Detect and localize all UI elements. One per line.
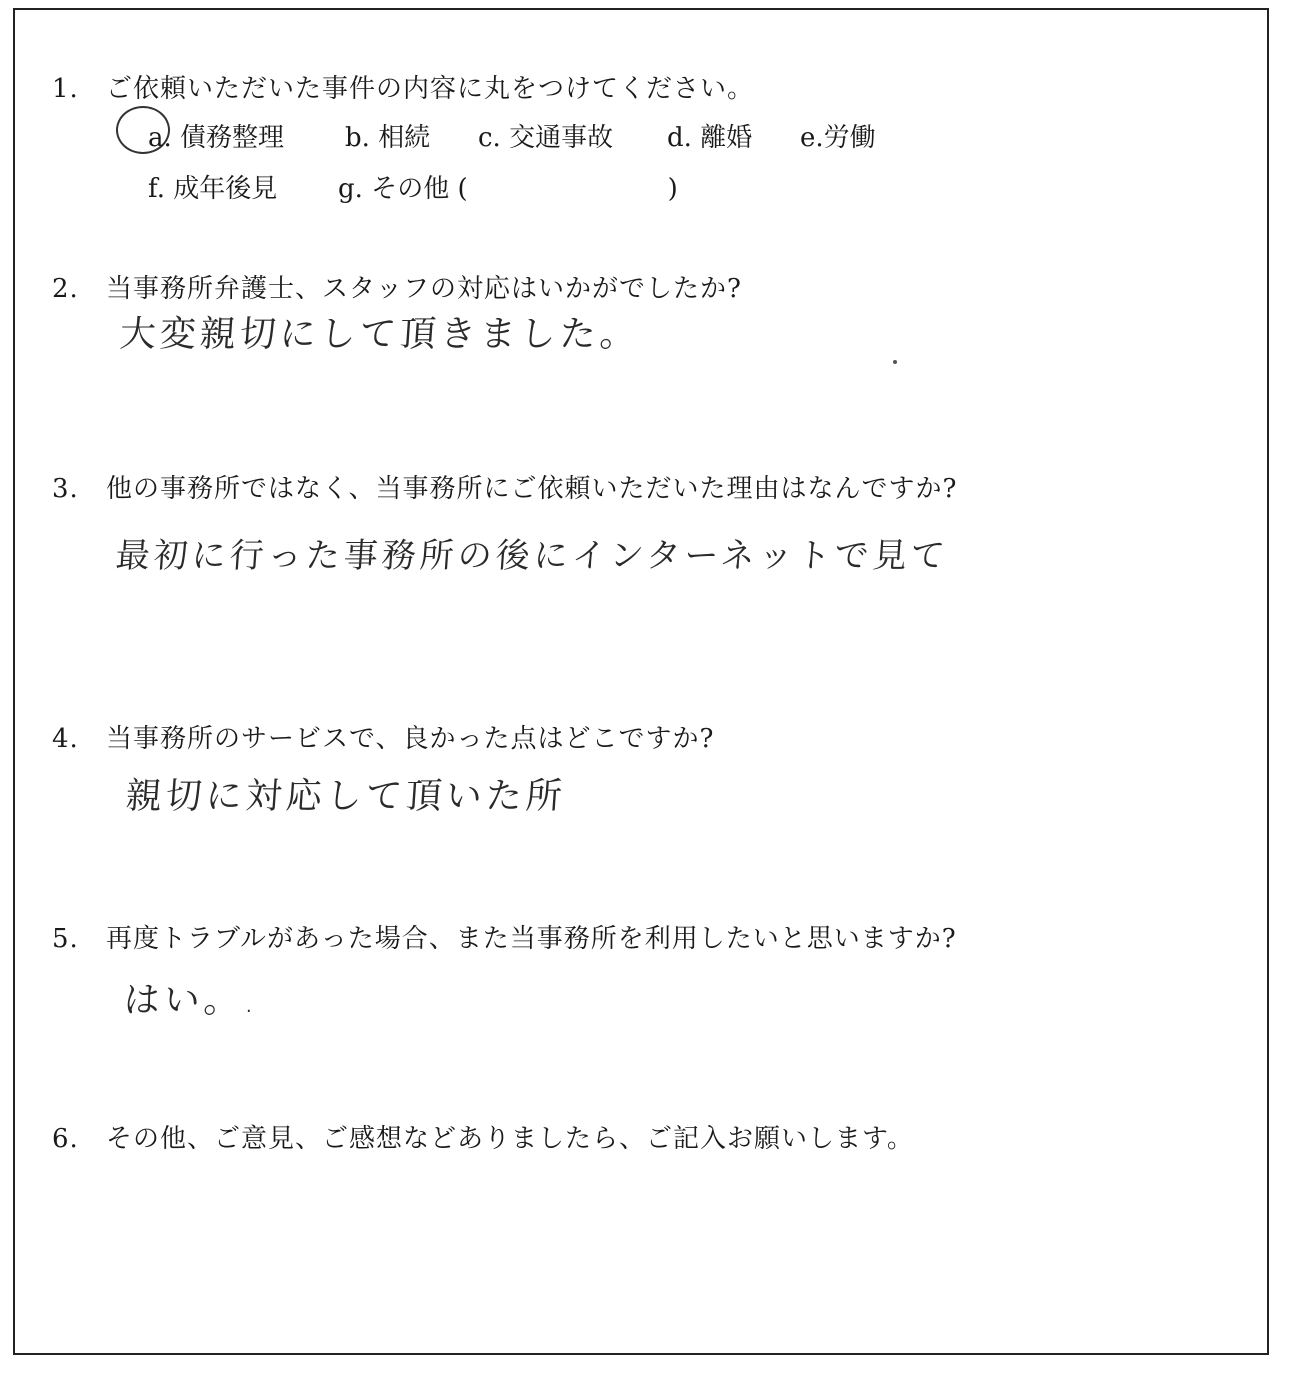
question-5-number: 5. [52,924,79,954]
question-3 [52,468,957,505]
question-2-number: 2. [52,274,79,304]
other-close-paren: ) [667,174,678,204]
question-4-number: 4. [52,724,79,754]
question-1 [52,68,754,105]
option-d[interactable] [667,117,752,154]
option-e[interactable] [800,117,876,154]
question-3-text: 他の事務所ではなく、当事務所にご依頼いただいた理由はなんですか? [106,474,958,504]
option-g-label: その他 [371,174,450,204]
option-g[interactable] [338,168,678,205]
stray-ink-dot [893,360,897,364]
option-d-letter: d. [667,123,692,153]
option-a-letter: a. [148,123,172,153]
question-4-text: 当事務所のサービスで、良かった点はどこですか? [106,724,715,754]
answer-3-handwriting: 最初に行った事務所の後にインターネットで見て [114,536,951,576]
option-f-letter: f. [148,174,165,204]
answer-5-handwriting: はい。. [122,980,261,1021]
question-6-text: その他、ご意見、ご感想などありましたら、ご記入お願いします。 [106,1124,914,1154]
question-2-text: 当事務所弁護士、スタッフの対応はいかがでしたか? [106,274,742,304]
option-c[interactable] [478,117,613,154]
answer-2-handwriting: 大変親切にして頂きました。 [118,314,642,355]
question-1-number: 1. [52,74,79,104]
option-b-letter: b. [345,123,370,153]
option-b[interactable] [345,117,430,154]
question-6 [52,1118,914,1155]
option-d-label: 離婚 [700,123,753,153]
question-2 [52,268,742,305]
option-g-letter: g. [338,174,363,204]
option-f[interactable] [148,168,277,205]
answer-4-handwriting: 親切に対応して頂いた所 [124,776,568,817]
option-a[interactable] [148,117,284,154]
question-5-text: 再度トラブルがあった場合、また当事務所を利用したいと思いますか? [106,924,957,954]
other-open-paren: ( [457,174,468,204]
question-5 [52,918,957,955]
option-c-label: 交通事故 [509,123,614,153]
option-c-letter: c. [478,123,501,153]
question-1-text: ご依頼いただいた事件の内容に丸をつけてください。 [106,74,755,104]
option-e-label: 労働 [823,123,876,153]
question-3-number: 3. [52,474,79,504]
option-a-label: 債務整理 [180,123,285,153]
question-6-number: 6. [52,1124,79,1154]
question-4 [52,718,714,755]
option-e-letter: e. [800,123,824,153]
option-f-label: 成年後見 [173,174,278,204]
option-b-label: 相続 [378,123,431,153]
